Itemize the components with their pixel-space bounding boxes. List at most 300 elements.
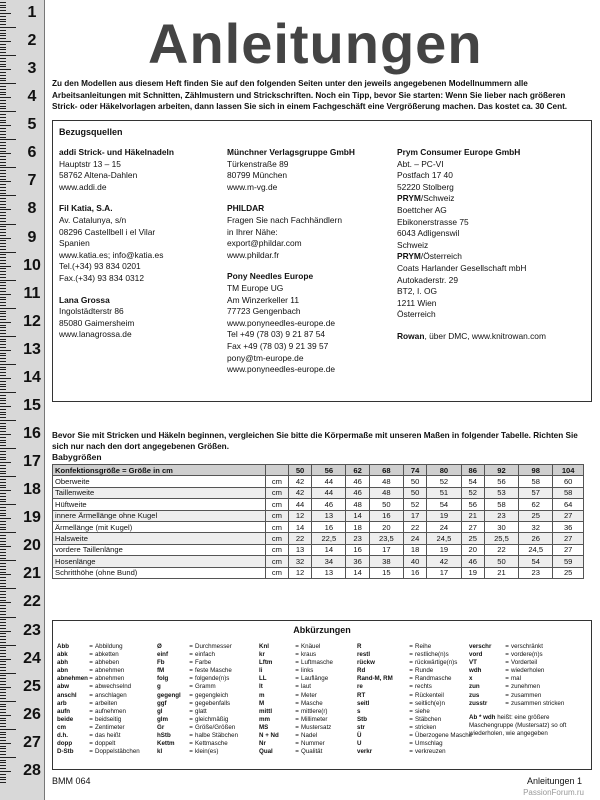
suppliers-box [52,120,592,402]
ruler-tick [0,428,6,429]
ruler-tick [0,294,11,295]
table-cell: 20 [369,521,403,532]
ruler-tick [0,215,6,216]
ruler-number: 26 [23,706,41,723]
table-cell: 25 [461,533,484,544]
abbreviation-item: verschr = verschränkt [469,643,543,650]
ruler-tick [0,167,16,168]
ruler-tick [0,89,6,90]
ruler-tick [0,687,11,688]
supplier-line: Tel.(+34) 93 834 0201 [59,261,141,272]
ruler-tick [0,19,6,20]
table-cell: 23,5 [369,533,403,544]
abbreviation-item: Stb = Stäbchen [357,715,442,723]
table-cell: 13 [288,544,311,555]
ruler-tick [0,238,11,239]
ruler-tick [0,305,6,306]
ruler-number: 11 [23,285,41,302]
ruler-tick [0,521,6,522]
ruler-tick [0,47,6,48]
supplier-line: www.ponyneedles-europe.de [227,317,336,328]
abbreviation-item: glm = gleichmäßig [157,715,229,723]
ruler-tick [0,732,6,733]
supplier-line: export@phildar.com [227,238,302,249]
ruler-tick [0,451,6,452]
table-cell: 16 [312,521,346,532]
ruler-tick [0,313,6,314]
ruler-tick [0,221,6,222]
ruler-number: 3 [27,60,37,77]
ruler-number: 5 [27,116,37,133]
abbreviation-item: Abb = Abbildung [57,643,123,650]
ruler-tick [0,355,6,356]
ruler-tick [0,574,11,575]
ruler-tick [0,768,6,769]
size-header-cell: 62 [346,465,369,476]
ruler-tick [0,122,6,123]
abbreviation-item: LL = Lauflänge [259,675,329,683]
ruler-tick [0,33,6,34]
table-cell: 16 [404,567,427,578]
abbreviations-column [259,643,333,756]
supplier-line: Abt. – PC-VI [397,158,444,169]
table-row [53,499,584,510]
table-cell: 17 [427,567,461,578]
table-cell: 26 [519,533,553,544]
table-cell: 48 [346,499,369,510]
ruler-number: 16 [23,425,41,442]
page-ruler [0,0,45,800]
ruler-tick [0,507,6,508]
table-cell: 56 [484,476,518,487]
ruler-number: 6 [27,144,37,161]
suppliers-column-2 [227,147,355,376]
ruler-tick [0,2,6,3]
table-cell: 16 [369,510,403,521]
table-cell: 24,5 [519,544,553,555]
ruler-tick [0,316,6,317]
ruler-tick [0,774,6,775]
ruler-number: 12 [23,313,41,330]
ruler-tick [0,125,11,126]
ruler-tick [0,754,6,755]
supplier-line: 52220 Stolberg [397,181,454,192]
ruler-tick [0,409,6,410]
ruler-number: 22 [23,593,41,610]
table-cell: 14 [312,544,346,555]
ruler-tick [0,224,16,225]
supplier-region: PRYM/Österreich [397,251,462,262]
ruler-tick [0,97,11,98]
ruler-tick [0,538,6,539]
abbreviations-column [357,643,472,756]
ruler-tick [0,442,6,443]
ruler-tick [0,378,11,379]
table-cell: 51 [427,487,461,498]
ruler-tick [0,692,6,693]
suppliers-title: Bezugsquellen [59,127,123,137]
ruler-tick [0,740,6,741]
ruler-tick [0,513,6,514]
supplier-line: Ebikonerstrasse 75 [397,216,469,227]
ruler-tick [0,260,6,261]
ruler-number: 17 [23,453,41,470]
ruler-number: 14 [23,369,41,386]
ruler-tick [0,591,6,592]
abbreviation-item: verkr = verkreuzen [357,748,446,756]
ruler-tick [0,131,6,132]
ruler-tick [0,437,6,438]
supplier-line: Türkenstraße 89 [227,158,289,169]
ruler-tick [0,653,6,654]
ruler-tick [0,681,6,682]
supplier-name: Pony Needles Europe [227,271,314,282]
ruler-tick [0,367,6,368]
supplier-line: 1211 Wien [397,297,437,308]
ruler-tick [0,734,6,735]
ruler-tick [0,748,6,749]
table-cell: 58 [519,476,553,487]
table-cell: 18 [346,521,369,532]
ruler-tick [0,434,11,435]
ruler-tick [0,414,6,415]
supplier-line: Fax.(+34) 93 834 0312 [59,272,144,283]
ruler-tick [0,569,6,570]
ruler-tick [0,254,6,255]
ruler-tick [0,235,6,236]
ruler-tick [0,779,6,780]
table-cell: 23 [519,567,553,578]
table-cell: 32 [519,521,553,532]
ruler-tick [0,583,6,584]
ruler-tick [0,454,6,455]
ruler-tick [0,656,6,657]
table-cell: 24,5 [427,533,461,544]
ruler-tick [0,27,16,28]
abbreviation-item: re = rechts [357,683,432,691]
size-table-title: Babygrößen [52,452,102,462]
abbreviation-item: zus = zusammen [469,691,542,699]
ruler-tick [0,145,6,146]
table-cell: 59 [553,556,584,567]
table-cell: 46 [346,476,369,487]
ruler-tick [0,403,6,404]
abbreviation-item: Knl = Knäuel [259,643,321,650]
ruler-number: 25 [23,678,41,695]
abbreviation-item: R = Reihe [357,643,432,650]
abbreviations-column [57,643,140,756]
table-cell: 18 [404,544,427,555]
row-label: vordere Taillenlänge [53,544,266,555]
ruler-tick [0,695,6,696]
ruler-tick [0,266,11,267]
abbreviation-item: x = mal [469,675,521,683]
ruler-tick [0,311,6,312]
ruler-tick [0,594,6,595]
ruler-tick [0,38,6,39]
row-unit: cm [265,476,288,487]
table-cell: 52 [427,476,461,487]
table-cell: 36 [346,556,369,567]
ruler-tick [0,35,6,36]
ruler-tick [0,715,11,716]
suppliers-column-3 [397,147,546,343]
ruler-tick [0,58,6,59]
ruler-tick [0,782,6,783]
table-cell: 36 [553,521,584,532]
abbreviation-item: abnehmen= abnehmen [57,675,125,683]
supplier-rowan: Rowan, über DMC, www.knitrowan.com [397,330,546,341]
ruler-tick [0,675,6,676]
abbreviation-item: cm = Zentimeter [57,723,125,731]
abbreviation-item: seitl = seitlich(e)n [357,699,445,707]
ruler-tick [0,647,6,648]
table-cell: 13 [312,510,346,521]
size-header-cell: 92 [484,465,518,476]
ruler-tick [0,336,16,337]
table-cell: 50 [484,556,518,567]
abbreviation-note: Ab * wdh heißt: eine größere Maschengruppe (Mustersatz) so oft wiederholen, wie angegeben [469,713,567,737]
ruler-tick [0,765,6,766]
ruler-tick [0,333,6,334]
ruler-number: 27 [23,734,41,751]
ruler-tick [0,400,6,401]
supplier-line: BT2, I. OG [397,286,438,297]
size-table [52,464,584,579]
ruler-tick [0,226,6,227]
row-label: Oberweite [53,476,266,487]
size-header-cell: 104 [553,465,584,476]
ruler-tick [0,549,6,550]
ruler-tick [0,195,16,196]
ruler-tick [0,678,6,679]
ruler-number: 20 [23,537,41,554]
ruler-tick [0,482,6,483]
abbreviation-item: anschl = anschlagen [57,691,127,699]
abbreviation-item: dopp = doppelt [57,740,116,748]
ruler-tick [0,389,6,390]
ruler-tick [0,179,6,180]
abbreviation-item: hStb = halbe Stäbchen [157,732,239,740]
ruler-tick [0,52,6,53]
ruler-number: 9 [27,229,37,246]
ruler-tick [0,162,6,163]
ruler-tick [0,636,6,637]
supplier-line: Autokaderstr. 29 [397,274,458,285]
table-cell: 42 [288,487,311,498]
supplier-line: Hauptstr 13 – 15 [59,158,121,169]
table-cell: 22 [484,544,518,555]
ruler-tick [0,106,6,107]
ruler-tick [0,757,16,758]
ruler-number: 7 [27,172,37,189]
table-cell: 22 [288,533,311,544]
supplier-line: 77723 Gengenbach [227,306,301,317]
ruler-tick [0,476,16,477]
size-header-cell: 98 [519,465,553,476]
supplier-name: addi Strick- und Häkelnadeln [59,147,174,157]
table-cell: 54 [519,556,553,567]
ruler-tick [0,209,11,210]
ruler-tick [0,777,6,778]
ruler-tick [0,100,6,101]
ruler-tick [0,563,6,564]
ruler-tick [0,7,6,8]
abbreviation-item: gegengl = gegengleich [157,691,229,699]
size-header-cell: 50 [288,465,311,476]
supplier-region: PRYM/Schweiz [397,193,455,204]
ruler-number: 23 [23,622,41,639]
row-label: Schritthöhe (ohne Bund) [53,567,266,578]
ruler-tick [0,406,11,407]
abbreviations-box [52,620,592,770]
ruler-tick [0,524,6,525]
table-row [53,556,584,567]
table-cell: 54 [461,476,484,487]
abbreviation-item: Rd = Runde [357,667,434,675]
ruler-tick [0,134,6,135]
table-cell: 19 [427,510,461,521]
table-row [53,567,584,578]
ruler-tick [0,350,11,351]
ruler-tick [0,322,11,323]
ruler-tick [0,597,6,598]
ruler-tick [0,552,6,553]
abbreviation-item: Ø = Durchmesser [157,643,232,650]
ruler-tick [0,633,6,634]
supplier-line: 85080 Gaimersheim [59,317,135,328]
abbreviation-item: abh = abheben [57,659,120,667]
table-cell: 16 [346,544,369,555]
supplier-line: www.phildar.fr [227,249,280,260]
ruler-tick [0,181,11,182]
abbreviation-item: kr = kraus [259,651,317,659]
ruler-tick [0,13,11,14]
supplier-name: Prym Consumer Europe GmbH [397,147,521,157]
ruler-tick [0,392,16,393]
supplier-line: www.lanagrossa.de [59,329,132,340]
ruler-tick [0,465,6,466]
ruler-tick [0,746,6,747]
ruler-tick [0,490,11,491]
ruler-tick [0,80,6,81]
table-cell: 27 [553,510,584,521]
ruler-tick [0,285,6,286]
ruler-tick [0,614,6,615]
abbreviation-item: fM = feste Masche [157,667,232,675]
ruler-tick [0,572,6,573]
footer-issue: BMM 064 [52,776,91,786]
supplier-line: Schweiz [397,239,429,250]
table-cell: 13 [312,567,346,578]
supplier-name: Fil Katia, S.A. [59,203,113,214]
ruler-tick [0,381,6,382]
ruler-tick [0,139,16,140]
ruler-tick [0,501,6,502]
table-row [53,544,584,555]
abbreviation-item: zusstr = zusammen stricken [469,699,565,707]
supplier-line: in Ihrer Nähe: [227,226,278,237]
supplier-line: Österreich [397,309,436,320]
size-header-cell: 86 [461,465,484,476]
ruler-tick [0,372,6,373]
abbreviation-item: m = Meter [259,691,317,699]
ruler-tick [0,698,6,699]
ruler-tick [0,246,6,247]
ruler-tick [0,263,6,264]
ruler-tick [0,24,6,25]
table-cell: 58 [553,487,584,498]
row-label: Hüftweite [53,499,266,510]
ruler-tick [0,622,6,623]
table-cell: 21 [484,567,518,578]
table-cell: 32 [288,556,311,567]
table-cell: 52 [404,499,427,510]
abbreviation-item: wdh = wiederholen [469,667,545,675]
ruler-tick [0,395,6,396]
ruler-tick [0,608,6,609]
row-unit: cm [265,510,288,521]
supplier-line: Ingolstädterstr 86 [59,306,124,317]
ruler-tick [0,729,16,730]
ruler-tick [0,684,6,685]
ruler-number: 4 [27,88,37,105]
supplier-line: www.m-vg.de [227,181,278,192]
ruler-tick [0,462,11,463]
ruler-tick [0,771,11,772]
abbreviation-item: abn = abnehmen [57,667,125,675]
table-cell: 12 [288,567,311,578]
abbreviation-item: RT = Rückenteil [357,691,444,699]
ruler-tick [0,457,6,458]
supplier-line: 58762 Altena-Dahlen [59,170,138,181]
abbreviation-item: Fb = Farbe [157,659,212,667]
ruler-tick [0,41,11,42]
supplier-line: TM Europe UG [227,282,284,293]
ruler-tick [0,602,11,603]
ruler-tick [0,541,6,542]
abbreviation-item: vord = vordere(n)s [469,651,543,659]
ruler-tick [0,21,6,22]
ruler-number: 21 [23,565,41,582]
ruler-tick [0,165,6,166]
ruler-tick [0,431,6,432]
ruler-tick [0,611,6,612]
supplier-line: Av. Catalunya, s/n [59,214,127,225]
ruler-tick [0,628,6,629]
ruler-tick [0,288,6,289]
ruler-tick [0,762,6,763]
supplier-line: Am Winzerkeller 11 [227,294,299,305]
ruler-tick [0,108,6,109]
table-cell: 48 [369,476,403,487]
ruler-tick [0,445,6,446]
ruler-tick [0,339,6,340]
ruler-tick [0,137,6,138]
ruler-tick [0,605,6,606]
ruler-tick [0,117,6,118]
abbreviation-item: g = Gramm [157,683,216,691]
table-cell: 27 [553,544,584,555]
ruler-tick [0,299,6,300]
ruler-tick [0,510,6,511]
size-header-label: Konfektionsgröße = Größe in cm [53,465,266,476]
footer-page: Anleitungen 1 [526,776,582,786]
abbreviations-column [469,643,581,738]
ruler-tick [0,639,6,640]
ruler-tick [0,173,6,174]
supplier-line: 6043 Adligenswil [397,228,460,239]
